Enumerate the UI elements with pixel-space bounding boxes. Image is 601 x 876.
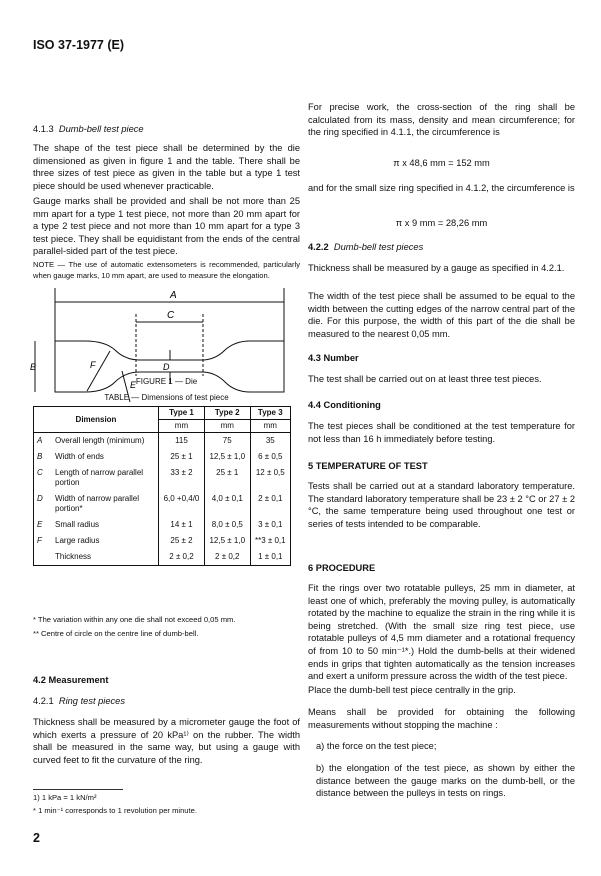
dimensions-table [33,406,291,566]
type-2-value: 12,5 ± 1,0 [204,533,250,549]
table-footnote: ** Centre of circle on the centre line of dumb-bell. [33,629,199,638]
table-row [34,549,291,566]
table-caption: TABLE — Dimensions of test piece [104,393,229,402]
type-2-value: 25 ± 1 [204,465,250,491]
section-4-2-heading: 4.2 Measurement [33,675,109,685]
table-row [34,449,291,465]
paragraph: For precise work, the cross-section of the ring shall be calculated from its mass, density and mean circumference; for the ring specified in 4.1.1, the circumference is [308,102,575,138]
section-4-3-heading: 4.3 Number [308,353,359,363]
type-2-value: 4,0 ± 0,1 [204,491,250,517]
footnote: * 1 min⁻¹ corresponds to 1 revolution per minute. [33,806,197,815]
dimension-symbol [34,549,53,566]
paragraph: The test shall be carried out on at least three test pieces. [308,374,542,384]
type-1-value: 25 ± 2 [159,533,205,549]
section-number: 4.2.2 [308,242,329,252]
type-1-value: 6,0 +0,4/0 [159,491,205,517]
type-1-value: 33 ± 2 [159,465,205,491]
paragraph: Thickness shall be measured by a micrometer gauge the foot of which exerts a pressure of 20 kPa¹⁾ on the rubber. The width shall be measured in the same way, but using a gauge with curved feet to fit the curvature of the ring. [33,717,300,765]
section-number: 4.1.3 [33,124,54,134]
section-6-heading: 6 PROCEDURE [308,563,376,573]
dimension-name: Overall length (minimum) [52,433,159,450]
type-2-value: 75 [204,433,250,450]
header-dimension: Dimension [34,407,159,433]
formula: π x 48,6 mm = 152 mm [393,158,490,168]
label-e: E [130,380,137,390]
unit: mm [204,420,250,433]
dimension-symbol: C [37,468,43,477]
figure-caption: FIGURE 1 — Die [135,377,198,386]
section-4-1-3-heading [33,123,144,136]
type-1-value: 25 ± 1 [159,449,205,465]
paragraph: Thickness shall be measured by a gauge as specified in 4.2.1. [308,263,565,273]
table-row [34,491,291,517]
table-row [34,517,291,533]
header-type-1: Type 1 [159,407,205,420]
type-3-value: 12 ± 0,5 [255,468,285,477]
section-title: Ring test pieces [58,696,126,706]
footnote-divider [33,789,123,790]
dimension-symbol: E [37,520,43,529]
label-a: A [170,290,177,301]
section-4-4-heading: 4.4 Conditioning [308,400,381,410]
paragraph: Means shall be provided for obtaining the following measurements without stopping the machine : [308,707,575,730]
label-b: B [30,362,37,372]
paragraph: Tests shall be carried out at a standard laboratory temperature. The standard laboratory temperature shall be 23 ± 2 °C or 27 ± 2 °C, the same temperature being used throughout one test or series of tests intended to be comparable. [308,481,575,529]
section-5-heading: 5 TEMPERATURE OF TEST [308,461,428,471]
section-title: Dumb-bell test pieces [333,242,424,252]
section-4-2-1-heading [33,695,125,708]
table-footnote: * The variation within any one die shall not exceed 0,05 mm. [33,615,236,624]
dimension-symbol: A [37,436,43,445]
type-1-value: 2 ± 0,2 [159,549,205,566]
dimension-name: Small radius [52,517,159,533]
type-3-value: **3 ± 0,1 [254,536,286,545]
type-2-value: 2 ± 0,2 [204,549,250,566]
label-d: D [163,362,170,372]
paragraph: Place the dumb-bell test piece centrally in the grip. [308,685,516,695]
unit: mm [159,420,205,433]
dimension-name: Width of narrow parallel portion* [52,491,159,517]
type-3-value: 6 ± 0,5 [258,452,283,461]
unit: mm [263,421,277,430]
table-row [34,533,291,549]
type-1-value: 14 ± 1 [159,517,205,533]
document-header: ISO 37-1977 (E) [33,38,125,52]
header-type-3: Type 3 [257,408,283,417]
page-number: 2 [33,831,40,845]
dimension-name: Thickness [52,549,159,566]
label-c: C [167,310,175,321]
type-2-value: 8,0 ± 0,5 [204,517,250,533]
section-4-2-2-heading [308,241,423,254]
type-3-value: 2 ± 0,1 [258,494,283,503]
label-f: F [90,360,96,370]
paragraph: The width of the test piece shall be assumed to be equal to the width between the cutting edges of the narrow central part of the die. For this purpose, the width of this part of the die shall be measured to the nearest 0,05 mm. [308,291,575,339]
type-2-value: 12,5 ± 1,0 [204,449,250,465]
paragraph: The test pieces shall be conditioned at the test temperature for not less than 16 h immediately before testing. [308,421,575,444]
table-row [34,465,291,491]
dimension-symbol: B [37,452,43,461]
paragraph: Fit the rings over two rotatable pulleys, 25 mm in diameter, at least one of which, preferably the moving pulley, is automatically rotated by the machine to equalize the strain in the ring while it is being stretched. (With the small size ring test piece, use rotatable pulleys of 4,5 mm diameter and a rotational frequency of from 10 to 50 min⁻¹*.) Hold the dumb-bells at their widened ends in grips that tighten automatically as the tension increases and exert a uniform pressure across the width of the test piece. [308,583,575,682]
footnote: 1) 1 kPa = 1 kN/m² [33,793,97,802]
table-row [34,433,291,450]
note: NOTE — The use of automatic extensometers is recommended, particularly when gauge marks, 10 mm apart, are used to measure the elongation. [33,260,300,280]
list-item-a: a) the force on the test piece; [316,741,437,751]
type-3-value: 1 ± 0,1 [258,552,283,561]
type-1-value: 115 [159,433,205,450]
section-number: 4.2.1 [33,696,54,706]
type-3-value: 35 [265,436,275,445]
list-item-b: b) the elongation of the test piece, as shown by either the distance between the gauge marks on the dumb-bell, or the distance between the pulleys in tests on rings. [316,763,575,799]
paragraph: and for the small size ring specified in 4.1.2, the circumference is [308,183,575,193]
dimension-symbol: F [37,536,42,545]
type-3-value: 3 ± 0,1 [258,520,283,529]
paragraph: The shape of the test piece shall be determined by the die dimensioned as given in figure 1 and the table. There shall be three sizes of test piece as given in the table but a type 1 test piece should be used whenever practicable. [33,143,300,191]
header-type-2: Type 2 [204,407,250,420]
paragraph: Gauge marks shall be provided and shall be not more than 25 mm apart for a type 1 test piece, not more than 20 mm apart for a type 2 test piece and not more than 10 mm apart for a type 3 test piece. They shall be equidistant from the ends of the central parallel-sided part of the test piece. [33,196,300,257]
dimension-name: Length of narrow parallel portion [52,465,159,491]
dimension-symbol: D [37,494,43,503]
formula: π x 9 mm = 28,26 mm [395,218,488,228]
section-title: Dumb-bell test piece [58,124,144,134]
dimension-name: Large radius [52,533,159,549]
dimension-name: Width of ends [52,449,159,465]
